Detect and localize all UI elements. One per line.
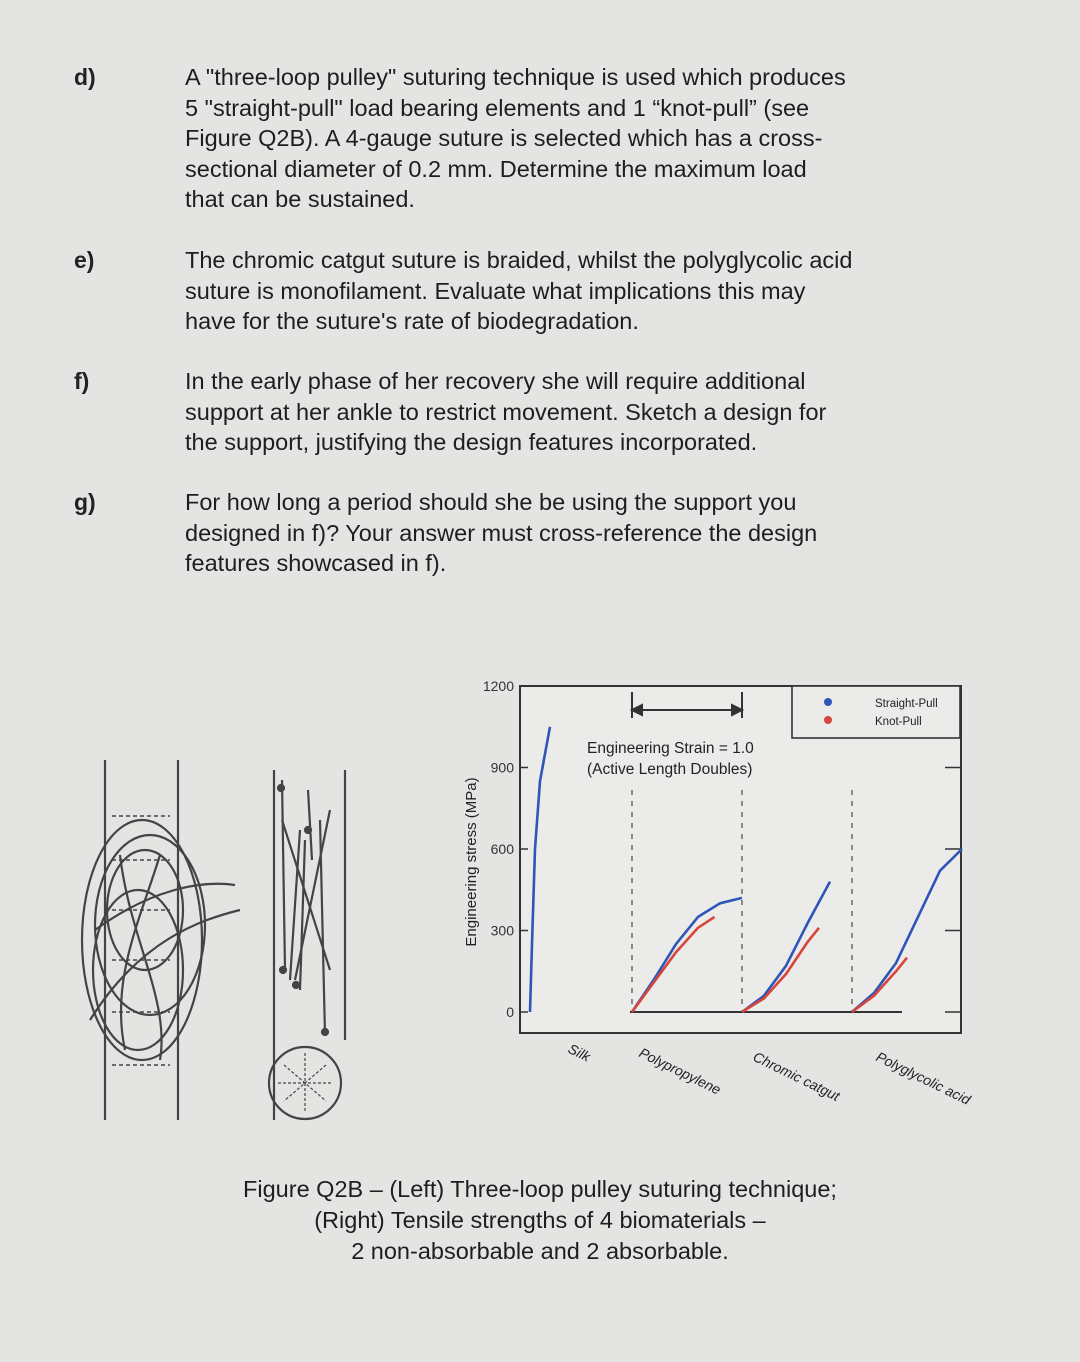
question-label: f) [74, 368, 90, 394]
annotation-line-1: Engineering Strain = 1.0 [587, 740, 754, 757]
y-tick-label: 300 [490, 922, 514, 939]
question-label: e) [74, 247, 95, 273]
question-line: 5 "straight-pull" load bearing elements and 1 “knot-pull” (see [185, 94, 810, 121]
legend-marker-knot-pull [824, 716, 832, 724]
question-text [185, 62, 985, 215]
question-line: Figure Q2B). A 4-gauge suture is selected which has a cross- [185, 125, 823, 151]
legend-marker-straight-pull [824, 698, 832, 706]
question-line: suture is monofilament. Evaluate what implications this may [185, 277, 806, 304]
caption-line: Figure Q2B – (Left) Three-loop pulley suturing technique; [243, 1176, 837, 1202]
y-axis-label: Engineering stress (MPa) [463, 777, 480, 947]
question-line: sectional diameter of 0.2 mm. Determine the maximum load [185, 155, 807, 182]
question-text [185, 487, 985, 579]
question-line: A "three-loop pulley" suturing technique is used which produces [185, 64, 846, 90]
question-line: For how long a period should she be using the support you [185, 489, 797, 515]
question-label: g) [74, 489, 96, 515]
pulley-suture-diagram [82, 760, 345, 1120]
question-line: features showcased in f). [185, 550, 447, 576]
figure-q2b [0, 640, 1080, 1170]
question-label: d) [74, 64, 96, 90]
question-text [185, 245, 985, 337]
material-label: Silk [565, 1040, 593, 1065]
caption-line: 2 non-absorbable and 2 absorbable. [351, 1238, 729, 1264]
material-label: Polyglycolic acid [873, 1048, 974, 1108]
y-tick-label: 900 [490, 759, 514, 776]
y-tick-label: 600 [490, 841, 514, 857]
legend-label-knot-pull: Knot-Pull [875, 716, 922, 728]
question-line: support at her ankle to restrict movement. Sketch a design for [185, 398, 827, 425]
annotation-line-2: (Active Length Doubles) [587, 761, 753, 778]
question-line: designed in f)? Your answer must cross-reference the design [185, 519, 818, 546]
y-tick-label: 1200 [482, 678, 514, 694]
legend-label-straight-pull: Straight-Pull [875, 698, 938, 710]
y-tick-label: 0 [506, 1004, 514, 1020]
question-line: In the early phase of her recovery she will require additional [185, 368, 806, 394]
question-line: that can be sustained. [185, 186, 415, 212]
material-label: Chromic catgut [750, 1048, 843, 1104]
material-label: Polypropylene [636, 1044, 724, 1098]
question-line: the support, justifying the design features incorporated. [185, 429, 758, 455]
question-text [185, 366, 985, 458]
legend [792, 686, 960, 738]
question-line: have for the suture's rate of biodegradation. [185, 308, 639, 334]
figure-caption [180, 1174, 900, 1267]
question-line: The chromic catgut suture is braided, whilst the polyglycolic acid [185, 247, 853, 273]
caption-line: (Right) Tensile strengths of 4 biomaterials – [314, 1207, 766, 1233]
tensile-strength-chart [463, 678, 974, 1108]
